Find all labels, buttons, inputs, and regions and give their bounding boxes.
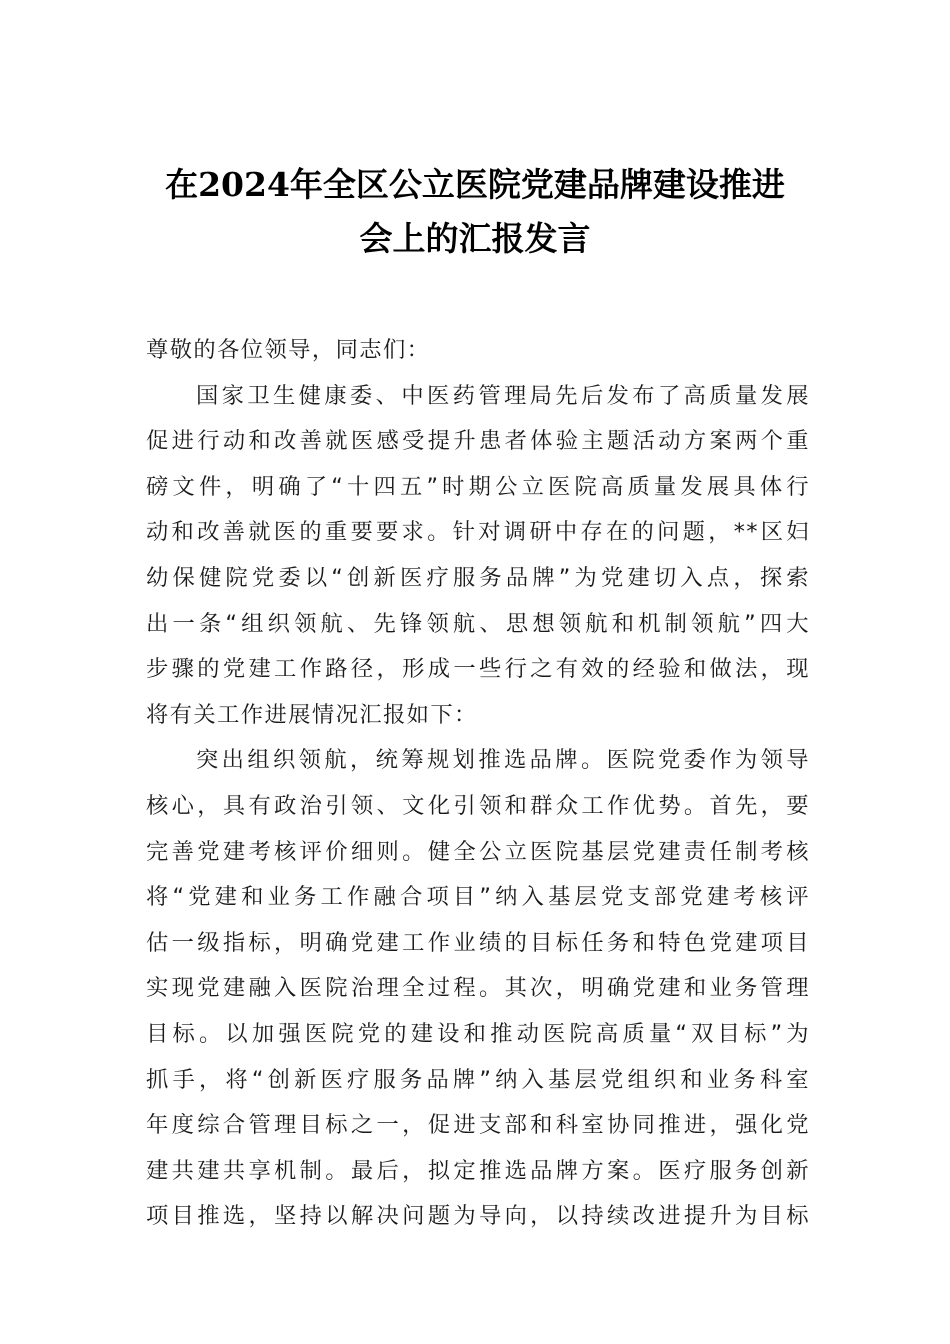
paragraph-1-line: 动和改善就医的重要要求。针对调研中存在的问题，**区妇 — [146, 519, 810, 546]
paragraph-1-line: 步骤的党建工作路径，形成一些行之有效的经验和做法，现 — [146, 656, 810, 683]
paragraph-1-line: 磅文件，明确了“十四五”时期公立医院高质量发展具体行 — [146, 473, 810, 500]
paragraph-2-line: 核心，具有政治引领、文化引领和群众工作优势。首先，要 — [146, 792, 810, 819]
paragraph-2-line: 将“党建和业务工作融合项目”纳入基层党支部党建考核评 — [146, 884, 810, 911]
paragraph-2-line: 突出组织领航，统筹规划推选品牌。医院党委作为领导 — [196, 747, 810, 774]
paragraph-1-line: 促进行动和改善就医感受提升患者体验主题活动方案两个重 — [146, 428, 810, 455]
title-line-2: 会上的汇报发言 — [359, 219, 591, 258]
paragraph-2-line: 建共建共享机制。最后，拟定推选品牌方案。医疗服务创新 — [146, 1157, 810, 1184]
title-line-1: 在2024年全区公立医院党建品牌建设推进 — [165, 165, 785, 204]
paragraph-2-line: 完善党建考核评价细则。健全公立医院基层党建责任制考核 — [146, 838, 810, 865]
document-title — [100, 158, 850, 266]
paragraph-2-line: 实现党建融入医院治理全过程。其次，明确党建和业务管理 — [146, 975, 810, 1002]
paragraph-1-line: 将有关工作进展情况汇报如下： — [146, 701, 478, 728]
paragraph-1-line: 出一条“组织领航、先锋领航、思想领航和机制领航”四大 — [146, 610, 810, 637]
paragraph-1-line: 国家卫生健康委、中医药管理局先后发布了高质量发展 — [196, 382, 810, 409]
paragraph-2-line: 年度综合管理目标之一，促进支部和科室协同推进，强化党 — [146, 1112, 810, 1139]
salutation: 尊敬的各位领导，同志们： — [146, 337, 431, 363]
paragraph-1-line: 幼保健院党委以“创新医疗服务品牌”为党建切入点，探索 — [146, 564, 810, 591]
paragraph-2-line: 估一级指标，明确党建工作业绩的目标任务和特色党建项目 — [146, 929, 810, 956]
paragraph-2-line: 目标。以加强医院党的建设和推动医院高质量“双目标”为 — [146, 1020, 810, 1047]
paragraph-2-line: 项目推选，坚持以解决问题为导向，以持续改进提升为目标 — [146, 1203, 810, 1230]
paragraph-2-line: 抓手，将“创新医疗服务品牌”纳入基层党组织和业务科室 — [146, 1066, 810, 1093]
document-body — [146, 328, 810, 1240]
